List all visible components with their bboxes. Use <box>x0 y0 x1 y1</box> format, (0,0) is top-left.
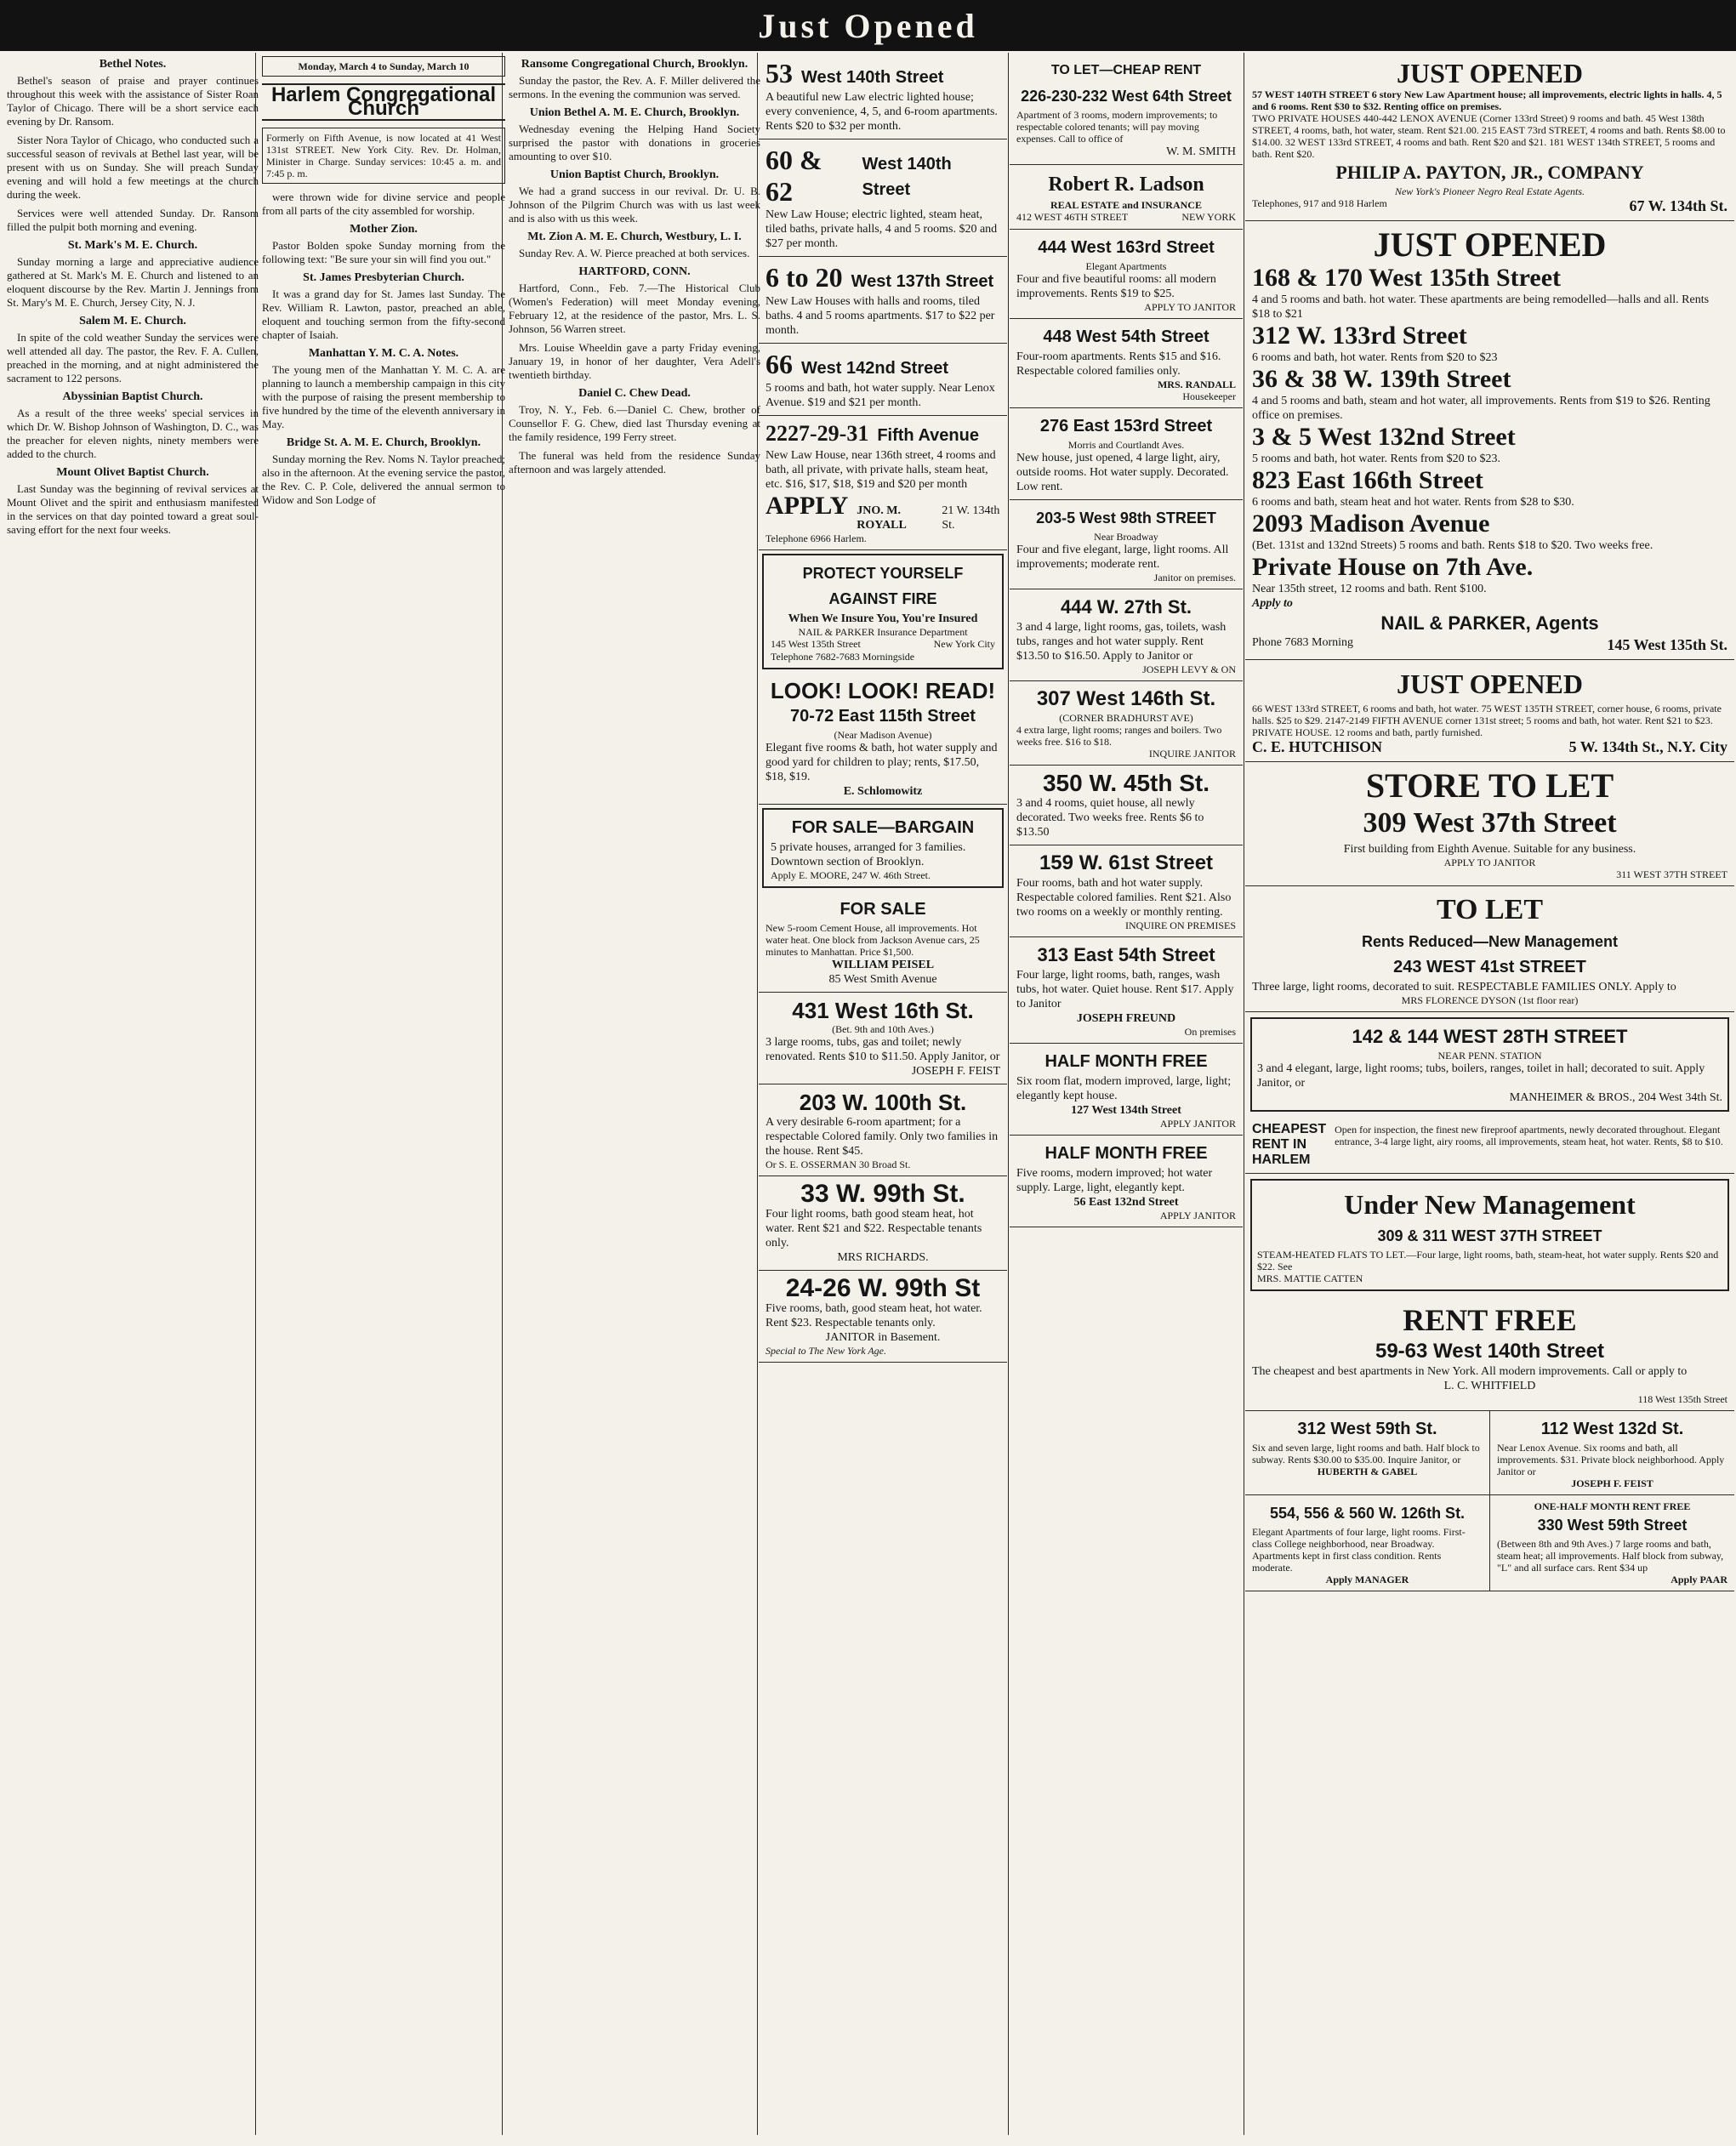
ad-to-let-243 <box>1245 886 1734 1012</box>
ad-text: First building from Eighth Avenue. Suitable for any business. <box>1343 843 1636 856</box>
ad-heading: FOR SALE <box>840 900 926 919</box>
ad-heading: STORE TO LET <box>1365 766 1614 805</box>
ad-address: 85 West Smith Avenue <box>828 973 937 986</box>
article-paragraph: Troy, N. Y., Feb. 6.—Daniel C. Chew, brother of Counsellor F. G. Chew, died last Thursday evening at the family residence, 199 Ferry street. <box>509 403 760 443</box>
ad-telephone: Telephones, 917 and 918 Harlem <box>1252 197 1387 209</box>
ad-contact: JOSEPH LEVY & ON <box>1142 663 1236 675</box>
ad-half-month-free-2 <box>1010 1136 1243 1227</box>
ad-address: 127 West 134th Street <box>1071 1104 1181 1117</box>
ad-listing: 66 WEST 133rd STREET, 6 rooms and bath, hot water. 75 WEST 135TH STREET, corner house, 6 rooms, private halls. $25 to $29. 2147-2149 FIFTH AVENUE corner 131st street; 5 rooms and bath, hot water. Rent $21 to $23. PRIVATE HOUSE. 12 rooms and bath, partly furnished. <box>1252 703 1722 738</box>
article-paragraph: The funeral was held from the residence Sunday afternoon and was largely attended. <box>509 449 760 475</box>
ad-for-sale-bargain <box>762 808 1004 888</box>
column-church-news-1 <box>2 53 264 2135</box>
ad-contact: JOSEPH FREUND <box>1076 1012 1176 1025</box>
ad-text: 57 WEST 140TH STREET 6 story New Law Apartment house; all improvements, electric lights in halls. 4, 5 and 6 rooms. Rent $30 to $32. Renting office on premises. <box>1252 88 1722 112</box>
ad-subheading: NEAR PENN. STATION <box>1437 1050 1542 1062</box>
listing-text: Near 135th street, 12 rooms and bath. Rent $100. <box>1252 583 1487 595</box>
ad-60-62-west-140th <box>759 139 1007 257</box>
ad-text: Four rooms, bath and hot water supply. Respectable colored families. Rent $21. Also two rooms on a weekly or monthly renting. <box>1016 877 1232 919</box>
article-paragraph: It was a grand day for St. James last Sunday. The Rev. William R. Lawton, pastor, preached an able, eloquent and touching sermon from the fifty-second chapter of Isaiah. <box>262 287 505 341</box>
ad-store-to-let <box>1245 762 1734 886</box>
ad-contact: Or S. E. OSSERMAN 30 Broad St. <box>766 1158 911 1170</box>
ad-text: Four large, light rooms, bath, ranges, wash tubs, hot water. Quiet house. Rent $17. Apply to Janitor <box>1016 969 1234 1010</box>
article-paragraph: Bethel's season of praise and prayer continues throughout this week with the assistance of Sister Roan Taylor of Chicago. There will be a short service each evening by Dr. Ransom. <box>7 74 259 128</box>
ad-contact: C. E. HUTCHISON <box>1252 738 1383 755</box>
ad-112-west-132d <box>1490 1411 1734 1494</box>
section-heading: Bethel Notes. <box>99 58 167 71</box>
apply-name: JNO. M. ROYALL <box>857 504 907 532</box>
ad-text: Six and seven large, light rooms and bath. Half block to subway. Rents $30.00 to $35.00. Inquire Janitor, or <box>1252 1442 1480 1466</box>
ad-heading: 444 W. 27th St. <box>1060 596 1192 618</box>
ad-heading: Fifth Avenue <box>877 426 979 445</box>
ad-address: 309 & 311 WEST 37TH STREET <box>1377 1227 1602 1244</box>
ad-company-tagline: New York's Pioneer Negro Real Estate Agents. <box>1394 185 1585 197</box>
ad-heading: 24-26 W. 99th St <box>785 1274 981 1302</box>
ad-heading: PROTECT YOURSELF AGAINST FIRE <box>802 565 964 607</box>
ad-heading: JUST OPENED <box>1373 225 1607 264</box>
apply-label: Apply to <box>1252 597 1293 610</box>
section-heading: Union Baptist Church, Brooklyn. <box>549 168 720 181</box>
services-box <box>262 56 505 77</box>
ad-heading: 112 West 132d St. <box>1540 1420 1684 1438</box>
ad-company: NAIL & PARKER Insurance Department <box>798 626 968 638</box>
ad-text: (Between 8th and 9th Aves.) 7 large rooms and bath, steam heat; all improvements. Half block from subway, "L" and all surface cars. Rent $34 up <box>1497 1538 1724 1574</box>
ad-24-26-w-99th <box>759 1271 1007 1363</box>
ad-heading: Under New Management <box>1344 1189 1636 1220</box>
ad-contact: APPLY JANITOR <box>1159 1210 1236 1221</box>
ad-half-month-free-1 <box>1010 1044 1243 1136</box>
ad-heading: 313 East 54th Street <box>1037 944 1215 965</box>
ad-heading: 444 West 163rd Street <box>1038 238 1215 257</box>
ad-subheading: When We Insure You, You're Insured <box>788 612 978 625</box>
ad-heading: 554, 556 & 560 W. 126th St. <box>1269 1505 1466 1522</box>
article-paragraph: As a result of the three weeks' special services in which Dr. W. Bishop Johnson of Washington, D. C., was the preacher for eleven nights, ninety members were added to the church. <box>7 407 259 460</box>
ad-subheading: 226-230-232 West 64th Street <box>1021 88 1232 105</box>
ad-heading: TO LET <box>1436 894 1544 925</box>
ad-fifth-avenue <box>759 416 1007 550</box>
section-heading: Bridge St. A. M. E. Church, Brooklyn. <box>286 436 481 449</box>
ad-number: 60 & 62 <box>766 145 822 207</box>
ad-pair-312-112 <box>1245 1411 1734 1495</box>
listing-text: 6 rooms and bath, steam heat and hot water. Rents from $28 to $30. <box>1252 496 1574 509</box>
ad-pair-554-330 <box>1245 1495 1734 1591</box>
ad-text: Five rooms, modern improved; hot water supply. Large, light, elegantly kept. <box>1016 1167 1213 1194</box>
article-paragraph: The young men of the Manhattan Y. M. C. A. are planning to launch a membership campaign in this city with the purpose of raising the present membership to five hundred by the time of the eleventh anniversary in May. <box>262 363 505 430</box>
ad-text: New Law House, near 136th street, 4 rooms and bath, all private, with private halls, steam heat, etc. $16, $17, $18, $19 and $20 per month <box>766 449 996 491</box>
ad-under-new-management <box>1250 1179 1729 1291</box>
ad-heading: HALF MONTH FREE <box>1044 1144 1208 1163</box>
ad-heading: 431 West 16th St. <box>792 998 974 1023</box>
ad-heading: 330 West 59th Street <box>1537 1517 1688 1534</box>
ad-contact: MRS. RANDALL <box>1157 379 1236 390</box>
harlem-congregational-notice <box>262 128 505 184</box>
ad-text: A very desirable 6-room apartment; for a respectable Colored family. Only two families in the house. Rent $45. <box>766 1116 999 1158</box>
section-heading: Abyssinian Baptist Church. <box>62 390 203 403</box>
article-paragraph: Hartford, Conn., Feb. 7.—The Historical Club (Women's Federation) will meet Monday evening, February 12, at the residence of the pastor, Mrs. L. S. Johnson, 56 Warren street. <box>509 282 760 335</box>
ad-subheading: REAL ESTATE and INSURANCE <box>1050 199 1202 211</box>
ad-heading: West 137th Street <box>851 272 994 291</box>
listing-text: 4 and 5 rooms and bath, steam and hot water, all improvements. Rents from $19 to $26. Renting office on premises. <box>1252 395 1710 422</box>
ad-contact: W. M. SMITH <box>1166 145 1236 158</box>
ad-look-read <box>759 673 1007 805</box>
page-masthead <box>0 0 1736 51</box>
ad-contact: INQUIRE ON PREMISES <box>1124 919 1236 931</box>
ad-contact: Apply PAAR <box>1671 1574 1727 1585</box>
column-ads-4 <box>759 53 1007 2135</box>
ad-note: Special to The New York Age. <box>766 1345 886 1357</box>
column-church-news-2 <box>257 53 510 2135</box>
ad-text: 5 private houses, arranged for 3 families. Downtown section of Brooklyn. <box>771 841 966 868</box>
ad-text: Six room flat, modern improved, large, light; elegantly kept house. <box>1016 1075 1232 1102</box>
article-paragraph: We had a grand success in our revival. Dr. U. B. Johnson of the Pilgrim Church was with us last week and is also with us this week. <box>509 185 760 225</box>
ad-subheading: Morris and Courtlandt Aves. <box>1067 439 1185 451</box>
apply-telephone: Telephone 6966 Harlem. <box>766 532 867 544</box>
ad-313-east-54th <box>1010 937 1243 1044</box>
listing-address: 2093 Madison Avenue <box>1252 509 1490 538</box>
ad-contact: APPLY JANITOR <box>1159 1118 1236 1130</box>
ad-telephone: Phone 7683 Morning <box>1252 636 1353 649</box>
section-heading: St. James Presbyterian Church. <box>303 271 464 284</box>
ad-330-west-59th <box>1490 1495 1734 1591</box>
ad-heading: Robert R. Ladson <box>1048 174 1204 196</box>
ad-heading: LOOK! LOOK! READ! <box>770 678 996 703</box>
ad-text: Elegant Apartments of four large, light rooms. First-class College neighborhood, near Broadway. Apartments kept in first class condition. Rents moderate. <box>1252 1526 1466 1574</box>
ad-text: 3 and 4 large, light rooms, gas, toilets, wash tubs, ranges and hot water supply. Rent $13.50 to $16.50. Apply to Janitor or <box>1016 621 1227 663</box>
ad-text: A beautiful new Law electric lighted house; every convenience, 4, 5, and 6-room apartments. Rents $20 to $32 per month. <box>766 91 998 133</box>
article-paragraph: Last Sunday was the beginning of revival services at Mount Olivet and the spirit and enthusiasm manifested in the services on that day pointed toward a great soul-saving effort for the next four weeks. <box>7 482 259 536</box>
ad-heading: JUST OPENED <box>1396 58 1583 88</box>
ad-33-w-99th <box>759 1176 1007 1271</box>
ad-text: New Law House; electric lighted, steam heat, tiled baths, private halls, 4 and 5 rooms. $20 and $27 per month. <box>766 208 998 250</box>
ad-448-west-54th <box>1010 319 1243 408</box>
article-paragraph: Sunday the pastor, the Rev. A. F. Miller delivered the sermons. In the evening the communion was served. <box>509 74 760 100</box>
ad-address-2: 311 WEST 37TH STREET <box>1616 868 1727 880</box>
section-heading: St. Mark's M. E. Church. <box>67 239 198 252</box>
article-paragraph: Sunday Rev. A. W. Pierce preached at both services. <box>519 247 750 259</box>
ad-address-2: 118 West 135th Street <box>1637 1393 1727 1405</box>
ad-heading: HALF MONTH FREE <box>1044 1052 1208 1071</box>
article-paragraph: were thrown wide for divine service and people from all parts of the city assembled for worship. <box>262 191 505 217</box>
ad-contact: MRS RICHARDS. <box>837 1251 929 1264</box>
ad-heading: JUST OPENED <box>1396 669 1583 699</box>
section-heading: Manhattan Y. M. C. A. Notes. <box>308 347 459 360</box>
ad-350-w-45th <box>1010 766 1243 845</box>
ad-note: (Near Madison Avenue) <box>834 729 932 741</box>
ad-444-w-27th <box>1010 589 1243 681</box>
listing-address: 3 & 5 West 132nd Street <box>1252 423 1516 451</box>
ad-contact: INQUIRE JANITOR <box>1148 748 1236 760</box>
column-church-news-3 <box>504 53 766 2135</box>
ad-text: New house, just opened, 4 large light, airy, outside rooms. Hot water supply. Decorated. Low rent. <box>1016 452 1229 493</box>
listing-address: 168 & 170 West 135th Street <box>1252 264 1562 292</box>
ad-159-w-61st <box>1010 845 1243 937</box>
ad-heading: 159 W. 61st Street <box>1039 851 1214 874</box>
ad-text: Four light rooms, bath good steam heat, hot water. Rent $21 and $22. Respectable tenants only. <box>766 1208 982 1249</box>
masthead-title: Just Opened <box>758 6 978 45</box>
ad-heading: West 142nd Street <box>801 359 949 378</box>
ad-heading: 312 West 59th St. <box>1297 1420 1437 1438</box>
section-heading: Daniel C. Chew Dead. <box>578 387 691 400</box>
ad-banner: ONE-HALF MONTH RENT FREE <box>1534 1500 1691 1512</box>
ad-address: 5 W. 134th St., N.Y. City <box>1568 738 1727 755</box>
ad-heading: TO LET—CHEAP RENT <box>1050 63 1202 77</box>
ad-text: New 5-room Cement House, all improvements. Hot water heat. One block from Jackson Avenue cars, 25 minutes to Manhattan. Price $1,500. <box>766 922 980 958</box>
section-heading: HARTFORD, CONN. <box>578 265 691 278</box>
ad-contact: L. C. WHITFIELD <box>1443 1380 1536 1392</box>
ad-text: Four and five beautiful rooms: all modern improvements. Rents $19 to $25. <box>1016 273 1216 300</box>
listing-text: 6 rooms and bath, hot water. Rents from $20 to $23 <box>1252 351 1498 364</box>
harlem-congregational-heading: Harlem Congregational Church <box>262 83 505 121</box>
ad-address: 309 West 37th Street <box>1363 807 1617 839</box>
ad-number: 6 to 20 <box>766 262 843 293</box>
ad-53-west-140th <box>759 53 1007 139</box>
ad-address: 412 WEST 46TH STREET <box>1016 211 1129 223</box>
ad-address: 59-63 West 140th Street <box>1375 1340 1604 1363</box>
ad-contact: Apply MANAGER <box>1325 1574 1409 1585</box>
ad-contact: WILLIAM PEISEL <box>831 959 935 971</box>
ad-contact: APPLY TO JANITOR <box>1443 857 1536 868</box>
column-ads-5 <box>1010 53 1243 2135</box>
ad-contact: APPLY TO JANITOR <box>1144 301 1236 313</box>
ad-heading: 276 East 153rd Street <box>1039 417 1213 435</box>
ad-text: Elegant five rooms & bath, hot water supply and good yard for children to play; rents, $17.50, $18, $19. <box>766 742 998 783</box>
article-paragraph: Sister Nora Taylor of Chicago, who conducted such a successful season of revivals at Bethel last year, will be present with us on Sunday. She will preach Sunday evening and will hold a few meetings at the church during the week. <box>7 134 259 201</box>
ad-6-20-west-137th <box>759 257 1007 344</box>
ad-contact: HUBERTH & GABEL <box>1317 1466 1418 1477</box>
ad-contact: MANHEIMER & BROS., 204 West 34th St. <box>1509 1091 1722 1104</box>
ad-contact-note: On premises <box>1184 1026 1236 1038</box>
article-paragraph: Wednesday evening the Helping Hand Society surprised the pastor with donations in groceries amounting to over $10. <box>509 122 760 162</box>
ad-company: NAIL & PARKER, Agents <box>1380 612 1599 634</box>
ad-heading: 448 West 54th Street <box>1043 327 1210 346</box>
ad-text: 5 rooms and bath, hot water supply. Near Lenox Avenue. $19 and $21 per month. <box>766 382 995 409</box>
ad-heading: 142 & 144 WEST 28TH STREET <box>1352 1026 1628 1047</box>
ad-fire-insurance <box>762 554 1004 669</box>
section-heading: Mt. Zion A. M. E. Church, Westbury, L. I. <box>527 231 742 243</box>
ad-address: 56 East 132nd Street <box>1073 1196 1179 1209</box>
listing-text: (Bet. 131st and 132nd Streets) 5 rooms and bath. Rents $18 to $20. Two weeks free. <box>1252 539 1653 552</box>
section-heading: Mother Zion. <box>350 223 418 236</box>
listing-address: 823 East 166th Street <box>1252 466 1483 494</box>
ad-for-sale <box>759 891 1007 993</box>
ad-heading: RENT FREE <box>1403 1303 1577 1337</box>
services-dates: Monday, March 4 to Sunday, March 10 <box>298 60 470 72</box>
article-paragraph: Pastor Bolden spoke Sunday morning from the following text: "Be sure your sin will find you out." <box>262 239 505 265</box>
ad-number: 2227-29-31 <box>766 421 869 446</box>
article-paragraph: Sunday morning a large and appreciative audience gathered at St. Mark's M. E. Church and listened to an eloquent discourse by the Rev. Martin J. Jennings from St. Mary's M. E. Church, Jersey City, N. J. <box>7 255 259 309</box>
ad-203-5-west-98th <box>1010 500 1243 589</box>
ad-203-w-100th <box>759 1084 1007 1176</box>
article-paragraph: Sunday morning the Rev. Noms N. Taylor preached; also in the afternoon. At the evening service the pastor, the Rev. C. P. Cole, delivered the annual sermon to Widow and Son Lodge of <box>262 453 505 506</box>
ad-66-west-142nd <box>759 344 1007 416</box>
ad-subheading: (CORNER BRADHURST AVE) <box>1059 712 1193 724</box>
ad-address: 67 W. 134th St. <box>1629 197 1727 214</box>
column-ads-6 <box>1245 53 1734 2135</box>
column-rule <box>1008 53 1009 2135</box>
ad-text: 4 extra large, light rooms; ranges and boilers. Two weeks free. $16 to $18. <box>1016 724 1222 748</box>
listing-text: 4 and 5 rooms and bath. hot water. These apartments are being remodelled—halls and all. Rents $18 to $21 <box>1252 293 1710 321</box>
ad-number: 66 <box>766 349 793 379</box>
ad-cheapest-rent <box>1245 1117 1734 1174</box>
section-heading: Mount Olivet Baptist Church. <box>56 466 209 479</box>
ad-just-opened-payton <box>1245 53 1734 221</box>
section-heading: Ransome Congregational Church, Brooklyn. <box>521 58 748 71</box>
ad-312-west-59th <box>1245 1411 1490 1494</box>
ad-text: Near Lenox Avenue. Six rooms and bath, all improvements. $31. Private block neighborhood. Apply Janitor or <box>1497 1442 1725 1477</box>
ad-subheading: Elegant Apartments <box>1085 260 1167 272</box>
ad-text: Open for inspection, the finest new fireproof apartments, newly decorated throughout. Elegant entrance, 3-4 large light, airy rooms, all improvements, steam heat, hot water. Rents, $8 to $10. <box>1335 1124 1723 1147</box>
ad-text: 3 and 4 elegant, large, light rooms; tubs, boilers, ranges, toilet in hall; decorated to suit. Apply Janitor, or <box>1257 1062 1705 1090</box>
ad-telephone: Telephone 7682-7683 Morningside <box>771 651 915 663</box>
ad-subheading: 70-72 East 115th Street <box>790 707 976 726</box>
ad-text: Five rooms, bath, good steam heat, hot water. Rent $23. Respectable tenants only. <box>766 1302 982 1329</box>
ad-contact: JOSEPH F. FEIST <box>1571 1477 1653 1489</box>
ad-address: 145 West 135th Street <box>771 638 861 650</box>
listing-address: Private House on 7th Ave. <box>1252 553 1534 581</box>
listing-address: 312 W. 133rd Street <box>1252 322 1467 350</box>
ad-heading: West 140th Street <box>862 155 952 199</box>
ad-address: 243 WEST 41st STREET <box>1393 958 1586 976</box>
ad-ladson <box>1010 165 1243 230</box>
ad-heading: 33 W. 99th St. <box>800 1180 965 1208</box>
ad-text: Four and five elegant, large, light rooms. All improvements; moderate rent. <box>1016 544 1229 571</box>
ad-contact: MRS FLORENCE DYSON (1st floor rear) <box>1401 994 1579 1006</box>
article-paragraph: Mrs. Louise Wheeldin gave a party Friday evening, January 19, in honor of her daughter, Vera Adell's twentieth birthday. <box>509 341 760 381</box>
ad-heading: FOR SALE—BARGAIN <box>791 818 975 837</box>
ad-heading: 203 W. 100th St. <box>799 1090 967 1115</box>
section-heading: Union Bethel A. M. E. Church, Brooklyn. <box>529 106 740 119</box>
ad-contact: Apply E. MOORE, 247 W. 46th Street. <box>771 869 931 881</box>
section-heading: Salem M. E. Church. <box>79 315 186 327</box>
ad-note: (Bet. 9th and 10th Aves.) <box>832 1023 934 1035</box>
ad-307-west-146th <box>1010 681 1243 766</box>
ad-text: 3 large rooms, tubs, gas and toilet; newly renovated. Rents $10 to $11.50. Apply Janitor, or <box>766 1036 1000 1063</box>
ad-heading: 203-5 West 98th STREET <box>1036 509 1216 527</box>
ad-contact: JOSEPH F. FEIST <box>911 1065 1000 1078</box>
apply-label: APPLY <box>766 492 849 520</box>
article-paragraph: Services were well attended Sunday. Dr. Ransom filled the pulpit both morning and evening. <box>7 207 259 233</box>
ad-subheading: Near Broadway <box>1094 531 1158 543</box>
ad-431-west-16th <box>759 993 1007 1084</box>
article-paragraph: In spite of the cold weather Sunday the services were well attended all day. The pastor, the Rev. F. A. Cullen, preached in the morning, and at night administered the sacrament to 122 persons. <box>7 331 259 384</box>
ad-text: New Law Houses with halls and rooms, tiled baths. 4 and 5 rooms apartments. $17 to $22 per month. <box>766 295 995 337</box>
ad-text: Four-room apartments. Rents $15 and $16. Respectable colored families only. <box>1016 350 1221 378</box>
ad-142-144-west-28th <box>1250 1017 1729 1112</box>
ad-just-opened-hutchison <box>1245 660 1734 762</box>
notice-text: Formerly on Fifth Avenue, is now located at 41 West 131st STREET. New York City. Rev. Dr. Holman, Minister in Charge. Sunday services: 10:45 a. m. and 7:45 p. m. <box>266 132 501 179</box>
ad-contact: E. Schlomowitz <box>843 785 923 798</box>
ad-text: STEAM-HEATED FLATS TO LET.—Four large, light rooms, bath, steam-heat, hot water supply. Rents $20 and $22. See <box>1257 1249 1719 1272</box>
ad-rent-free <box>1245 1296 1734 1411</box>
ad-city: NEW YORK <box>1181 211 1236 223</box>
listing-text: 5 rooms and bath, hot water. Rents from $20 to $23. <box>1252 453 1501 465</box>
ad-text: 3 and 4 rooms, quiet house, all newly decorated. Two weeks free. Rents $6 to $13.50 <box>1016 797 1204 839</box>
ad-heading: CHEAPEST RENT IN HARLEM <box>1252 1122 1327 1167</box>
listing-address: 36 & 38 W. 139th Street <box>1252 365 1511 393</box>
ad-contact: MRS. MATTIE CATTEN <box>1257 1272 1363 1284</box>
ad-276-east-153rd <box>1010 408 1243 500</box>
ad-subheading: Rents Reduced—New Management <box>1361 933 1619 950</box>
apply-address: 21 W. 134th St. <box>942 504 1000 532</box>
ad-text: Three large, light rooms, decorated to suit. RESPECTABLE FAMILIES ONLY. Apply to <box>1252 981 1676 993</box>
ad-just-opened-nail-parker <box>1245 221 1734 660</box>
ad-heading: 307 West 146th St. <box>1036 687 1216 710</box>
ad-address: 145 West 135th St. <box>1607 636 1727 653</box>
ad-to-let-cheap <box>1010 53 1243 165</box>
ad-text: Apartment of 3 rooms, modern improvements; to respectable colored tenants; will pay moving expenses. Call to office of <box>1016 109 1218 145</box>
ad-554-w-126th <box>1245 1495 1490 1591</box>
ad-contact: Janitor on premises. <box>1153 572 1236 583</box>
ad-contact-role: Housekeeper <box>1182 390 1236 402</box>
ad-heading: West 140th Street <box>801 68 944 87</box>
ad-company: PHILIP A. PAYTON, JR., COMPANY <box>1335 162 1644 183</box>
ad-contact: JANITOR in Basement. <box>825 1331 941 1344</box>
ad-text: The cheapest and best apartments in New York. All modern improvements. Call or apply to <box>1252 1365 1688 1378</box>
ad-number: 53 <box>766 58 793 88</box>
ad-listing: TWO PRIVATE HOUSES 440-442 LENOX AVENUE (Corner 133rd Street) 9 rooms and bath. 45 West 138th STREET, 4 rooms, bath, hot water, steam. Rent $21.00. 215 EAST 73rd STREET, 4 rooms and bath. Rents $8.00 to $14.00. 32 WEST 133rd STREET, 4 rooms and bath. Rent $20 and $21. 181 WEST 134th STREET, 5 rooms and bath. Rent $20. <box>1252 112 1726 160</box>
ad-heading: 350 W. 45th St. <box>1042 770 1210 796</box>
ad-city: New York City <box>933 638 995 650</box>
ad-444-west-163rd <box>1010 230 1243 319</box>
